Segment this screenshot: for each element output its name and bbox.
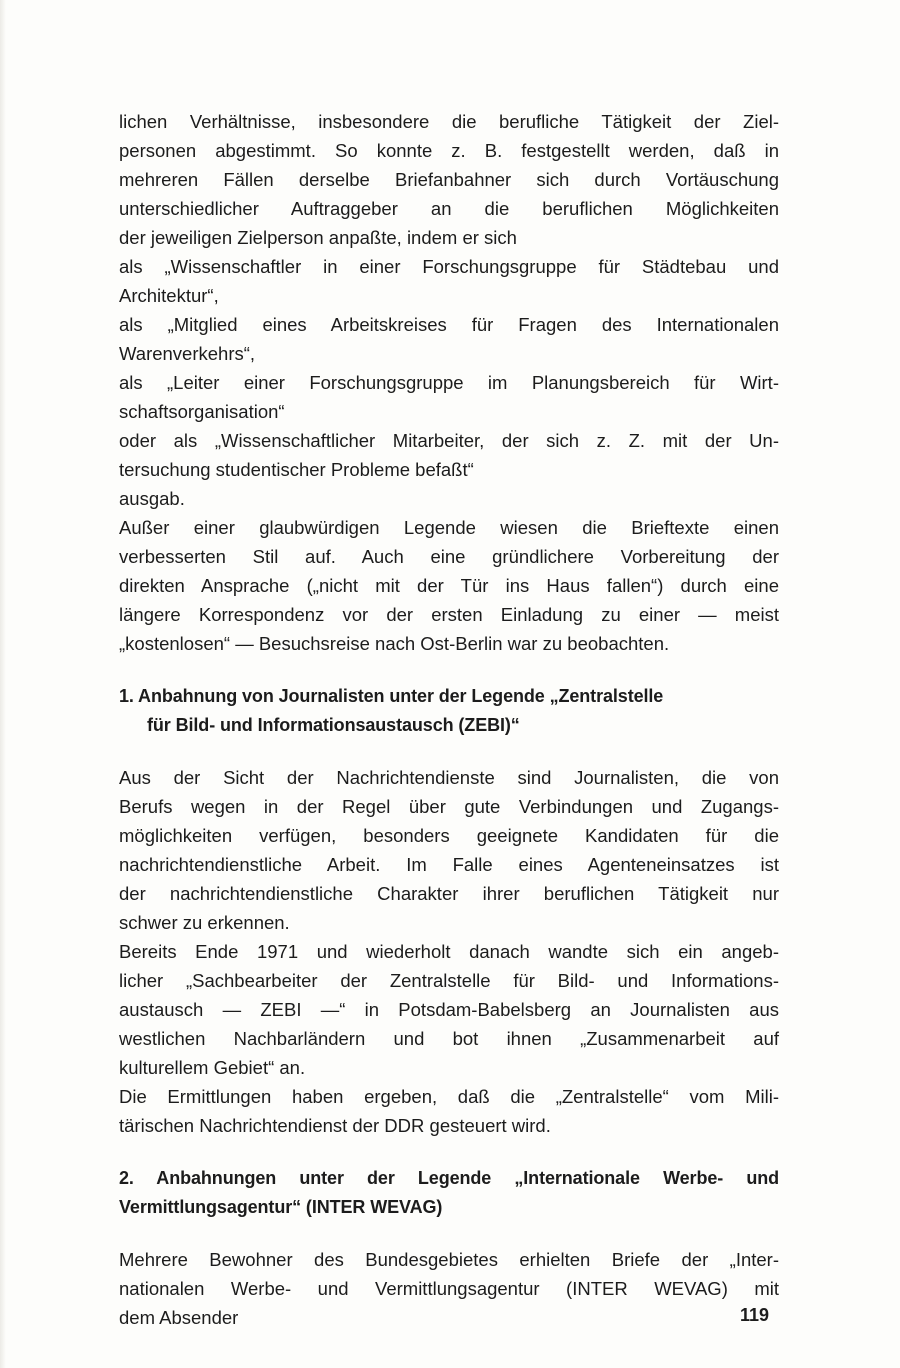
text-line: der jeweiligen Zielperson anpaßte, indem er sich (119, 227, 517, 248)
text-line: dem Absender (119, 1307, 239, 1328)
text-line: Aus der Sicht der Nachrichtendienste sind Journalisten, die von (119, 767, 779, 788)
text-line: als „Mitglied eines Arbeitskreises für Fragen des Internationalen (119, 314, 779, 335)
text-line: möglichkeiten verfügen, besonders geeignete Kandidaten für die (119, 825, 779, 846)
text-line: kulturellem Gebiet“ an. (119, 1057, 306, 1078)
text-line: schaftsorganisation“ (119, 401, 285, 422)
text-line: Berufs wegen in der Regel über gute Verbindungen und Zugangs- (119, 796, 779, 817)
text-line: Warenverkehrs“, (119, 343, 256, 364)
text-line: Außer einer glaubwürdigen Legende wiesen die Brieftexte einen (119, 517, 779, 538)
text-line: tersuchung studentischer Probleme befaßt“ (119, 459, 474, 480)
text-line: Die Ermittlungen haben ergeben, daß die „Zentralstelle“ vom Mili- (119, 1086, 779, 1107)
intro-paragraph (119, 107, 779, 658)
page-number: 119 (740, 1305, 770, 1325)
text-line: tärischen Nachrichtendienst der DDR gesteuert wird. (119, 1115, 551, 1136)
text-line: nachrichtendienstliche Arbeit. Im Falle eines Agenteneinsatzes ist (119, 854, 779, 875)
text-line: längere Korrespondenz vor der ersten Einladung zu einer — meist (119, 604, 779, 625)
text-line: als „Wissenschaftler in einer Forschungsgruppe für Städtebau und (119, 256, 779, 277)
heading-line: für Bild- und Informationsaustausch (ZEBI)“ (147, 715, 520, 735)
text-line: austausch — ZEBI —“ in Potsdam-Babelsberg an Journalisten aus (119, 999, 779, 1020)
text-line: ausgab. (119, 488, 185, 509)
text-line: nationalen Werbe- und Vermittlungsagentur (INTER WEVAG) mit (119, 1278, 779, 1299)
text-line: Mehrere Bewohner des Bundesgebietes erhielten Briefe der „Inter- (119, 1249, 779, 1270)
section-1-body (119, 763, 779, 1140)
heading-line: 2. Anbahnungen unter der Legende „Internationale Werbe- und (119, 1168, 779, 1188)
text-line: oder als „Wissenschaftlicher Mitarbeiter, der sich z. Z. mit der Un- (119, 430, 779, 451)
scan-edge (0, 0, 6, 1368)
text-line: „kostenlosen“ — Besuchsreise nach Ost-Berlin war zu beobachten. (119, 633, 670, 654)
text-line: Bereits Ende 1971 und wiederholt danach wandte sich ein angeb- (119, 941, 779, 962)
text-line: als „Leiter einer Forschungsgruppe im Planungsbereich für Wirt- (119, 372, 779, 393)
section-1-heading (119, 682, 779, 740)
spacer (119, 740, 779, 763)
document-page (119, 107, 779, 1332)
text-line: der nachrichtendienstliche Charakter ihrer beruflichen Tätigkeit nur (119, 883, 779, 904)
text-line: unterschiedlicher Auftraggeber an die beruflichen Möglichkeiten (119, 198, 779, 219)
section-2-body (119, 1245, 779, 1332)
text-line: personen abgestimmt. So konnte z. B. festgestellt werden, daß in (119, 140, 779, 161)
text-line: westlichen Nachbarländern und bot ihnen „Zusammenarbeit auf (119, 1028, 779, 1049)
spacer (119, 658, 779, 682)
text-line: Architektur“, (119, 285, 219, 306)
text-line: direkten Ansprache („nicht mit der Tür ins Haus fallen“) durch eine (119, 575, 779, 596)
heading-line: 1. Anbahnung von Journalisten unter der Legende „Zentralstelle (119, 686, 664, 706)
text-line: mehreren Fällen derselbe Briefanbahner sich durch Vortäuschung (119, 169, 779, 190)
spacer (119, 1140, 779, 1164)
text-line: schwer zu erkennen. (119, 912, 290, 933)
text-line: lichen Verhältnisse, insbesondere die berufliche Tätigkeit der Ziel- (119, 111, 779, 132)
section-2-heading (119, 1164, 779, 1222)
text-line: verbesserten Stil auf. Auch eine gründlichere Vorbereitung der (119, 546, 779, 567)
heading-line: Vermittlungsagentur“ (INTER WEVAG) (119, 1197, 443, 1217)
text-line: licher „Sachbearbeiter der Zentralstelle für Bild- und Informations- (119, 970, 779, 991)
spacer (119, 1222, 779, 1245)
